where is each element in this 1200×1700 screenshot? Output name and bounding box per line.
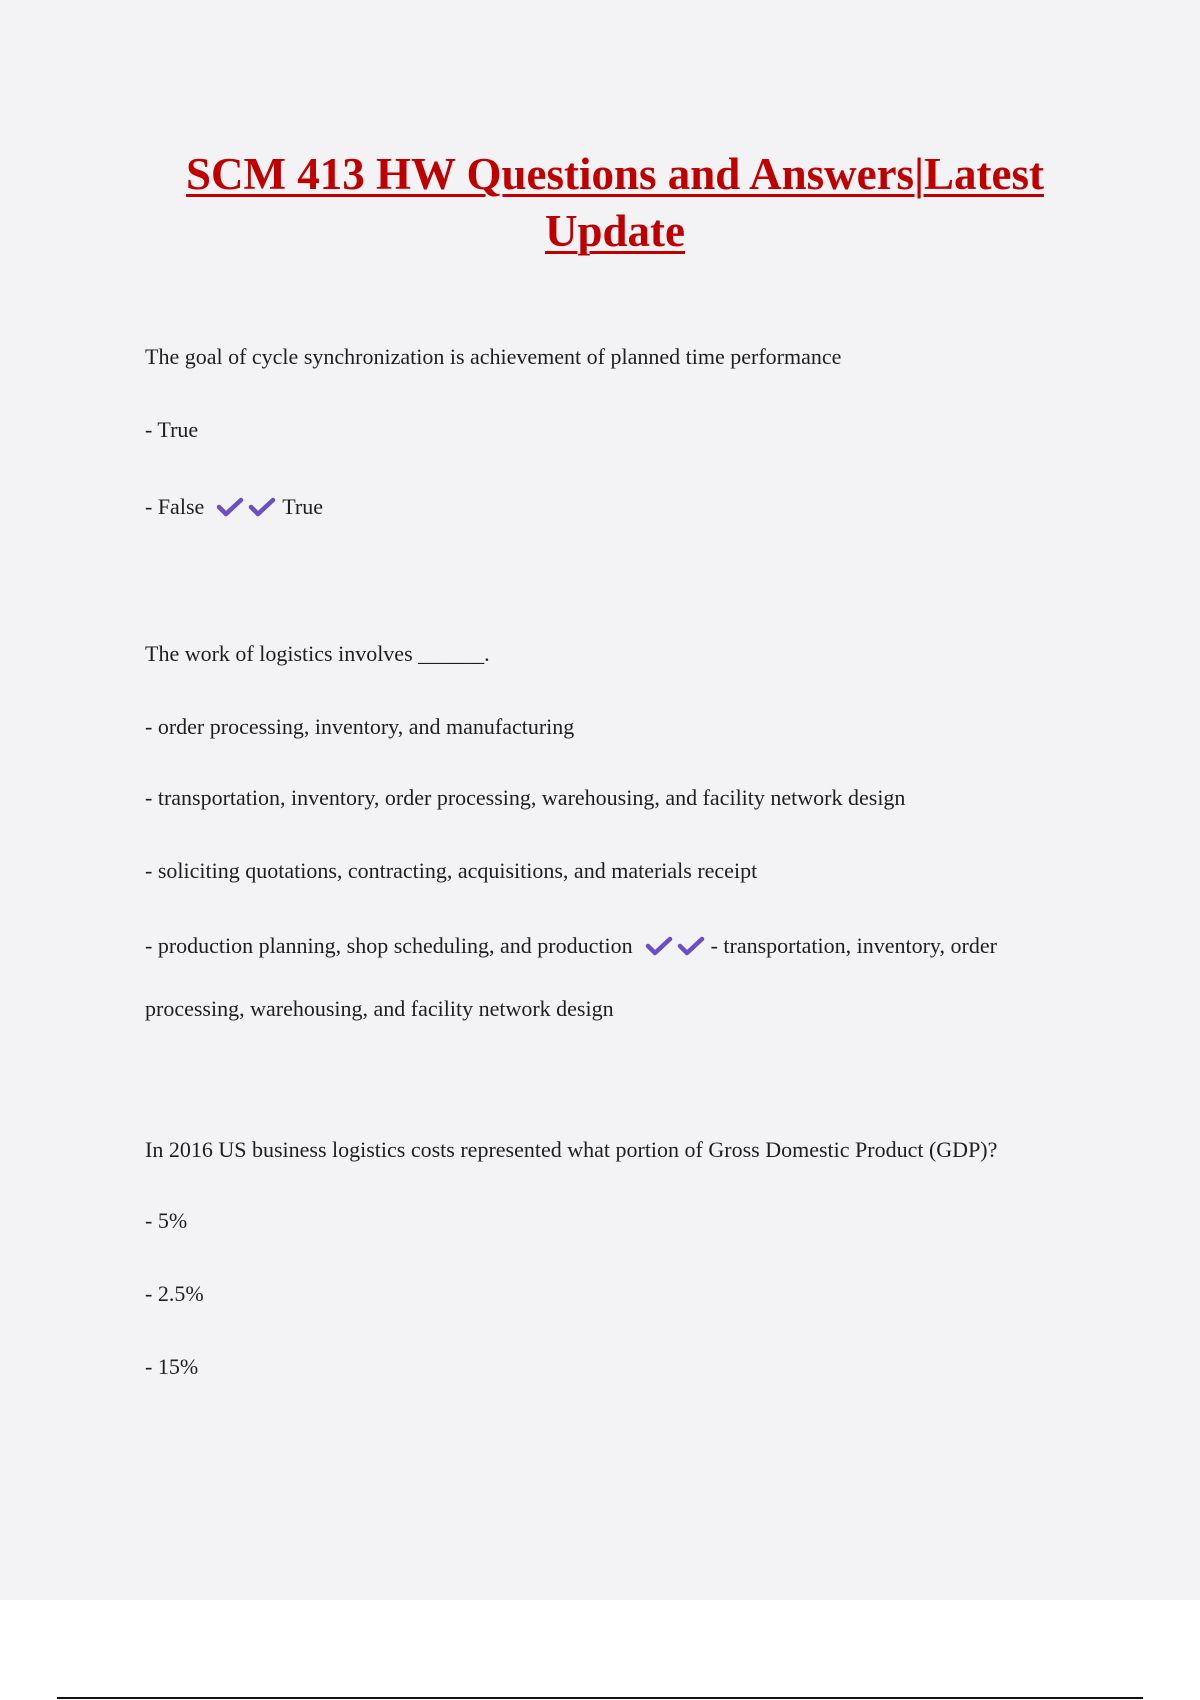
answer-text: - transportation, inventory, order xyxy=(710,933,997,958)
question-2-option-1: - order processing, inventory, and manufacturing xyxy=(145,714,575,739)
option-text: - False xyxy=(145,494,205,519)
question-2-answer-continued: processing, warehousing, and facility network design xyxy=(145,996,614,1021)
question-3-option-1: - 5% xyxy=(145,1208,188,1233)
question-3-option-2: - 2.5% xyxy=(145,1281,204,1306)
question-2-option-3: - soliciting quotations, contracting, acquisitions, and materials receipt xyxy=(145,858,758,883)
title-line-2: Update xyxy=(544,206,685,256)
option-text: - production planning, shop scheduling, and production xyxy=(145,933,633,958)
document-title xyxy=(120,146,1110,260)
check-icon xyxy=(248,496,276,518)
footer-divider xyxy=(57,1697,1143,1699)
check-icon xyxy=(677,935,705,957)
question-3-option-3: - 15% xyxy=(145,1354,199,1379)
question-2-prompt: The work of logistics involves ______. xyxy=(145,641,490,666)
question-1-prompt: The goal of cycle synchronization is achievement of planned time performance xyxy=(145,344,842,369)
question-3-prompt: In 2016 US business logistics costs represented what portion of Gross Domestic Product (GDP)? xyxy=(145,1137,998,1162)
answer-checkmarks xyxy=(643,932,707,960)
question-1-option-2 xyxy=(145,493,323,521)
check-icon xyxy=(216,496,244,518)
question-2-option-2: - transportation, inventory, order processing, warehousing, and facility network design xyxy=(145,785,906,810)
title-line-1: SCM 413 HW Questions and Answers|Latest xyxy=(186,149,1044,199)
question-2-option-4 xyxy=(145,932,997,960)
check-icon xyxy=(645,935,673,957)
answer-checkmarks xyxy=(214,493,278,521)
answer-text: True xyxy=(282,494,324,519)
question-1-option-1: - True xyxy=(145,417,199,442)
